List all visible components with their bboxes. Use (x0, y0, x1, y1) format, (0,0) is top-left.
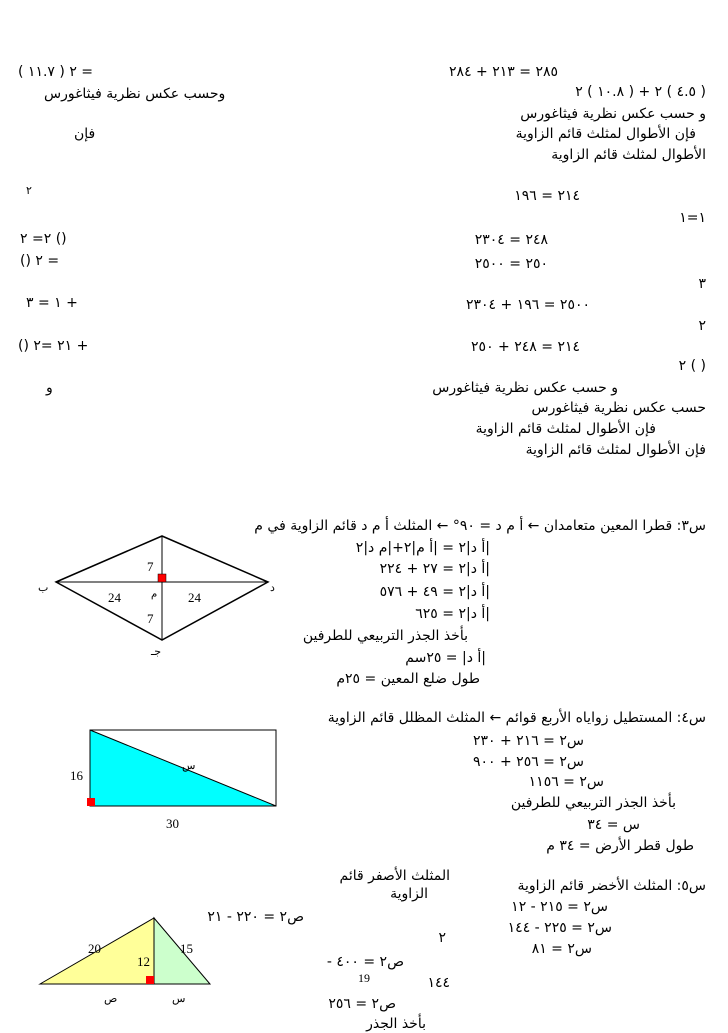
text-line: فإن الأطوال لمثلث قائم الزاوية (475, 421, 656, 437)
eq-line: س٢ = ٨١ (531, 941, 592, 957)
eq-line: |أ د|٢ = |أ م|٢+|م د|٢ (355, 540, 490, 556)
label-left-side: 20 (88, 941, 101, 956)
label-left: 24 (108, 590, 121, 605)
text-line: الأطوال لمثلث قائم الزاوية (551, 147, 706, 163)
eq-line: ٢١٤ = ١٩٦ (514, 188, 580, 204)
eq-line: ٢٤٨ = ٢٣٠٤ (474, 232, 548, 248)
eq-line: ٢ (698, 318, 706, 334)
text-line: فإن الأطوال لمثلث قائم الزاوية (515, 126, 696, 142)
label-width: 30 (166, 816, 179, 831)
text-line: طول ضلع المعين = ٢٥م (336, 671, 480, 687)
eq-line: س٢ = ١١٥٦ (528, 774, 604, 790)
eq-line: ١٤٤ (427, 975, 450, 991)
eq-line: () ٢= ٢ (20, 231, 67, 247)
eq-line: س٢ = ٢١٥ - ١٢ (511, 899, 608, 915)
text-line: وحسب عكس نظرية فيثاغورس (44, 86, 226, 102)
vertex-b: ب (38, 582, 49, 594)
eq-line: + ١ = ٣ (26, 295, 78, 311)
eq-line: + ٢١ =٢ () (18, 338, 89, 354)
q3-header: س٣: قطرا المعين متعامدان ← أ م د = ٩٠° ← المثلث أ م د قائم الزاوية في م (254, 518, 706, 534)
label-base-right: س (172, 993, 186, 1005)
eq-line: ٣ (698, 276, 706, 292)
q5-yellow-header: المثلث الأصفر قائم (339, 868, 450, 884)
text-line: فإن الأطوال لمثلث قائم الزاوية (525, 442, 706, 458)
q4-header: س٤: المستطيل زواياه الأربع قوائم ← المثلث المظلل قائم الزاوية (327, 710, 706, 726)
eq-line: |أ د|٢ = ٦٢٥ (415, 606, 490, 622)
text-line: و (46, 380, 53, 396)
eq-line: س٢ = ٢١٦ + ٢٣٠ (472, 733, 584, 749)
vertex-j: جـ (151, 646, 162, 658)
eq-line: = ٢ () (20, 253, 60, 269)
text-line: بأخذ الجذر التربيعي للطرفين (302, 628, 468, 644)
eq-line: ٢٥٠٠ = ١٩٦ + ٢٣٠٤ (466, 297, 590, 313)
eq-line: ( ) ٢ (678, 358, 706, 374)
label-right: 24 (188, 590, 201, 605)
text-line: بأخذ الجذر (366, 1016, 426, 1032)
label-right-side: 15 (180, 941, 193, 956)
q5-header: س٥: المثلث الأخضر قائم الزاوية (517, 878, 706, 894)
eq-line: ٢١٤ = ٢٤٨ + ٢٥٠ (471, 339, 580, 355)
label-top: 7 (147, 559, 154, 574)
eq-line: ١=١ (679, 210, 706, 226)
text-line: حسب عكس نظرية فيثاغورس (531, 400, 706, 416)
eq-line: |أ د| = ٢٥سم (405, 650, 486, 666)
q5-yellow-header: الزاوية (390, 886, 428, 902)
eq-line: ٢٥٠ = ٢٥٠٠ (474, 256, 548, 272)
eq-line: ص٢ = ٢٢٠ - ٢١ (207, 909, 304, 925)
text-line: بأخذ الجذر التربيعي للطرفين (510, 795, 676, 811)
vertex-m: م (151, 589, 158, 600)
label-height: 12 (137, 954, 150, 969)
eq-line: ٢ (438, 930, 446, 946)
label-diagonal: س (182, 760, 196, 772)
eq-line: |أ د|٢ = ٢٧ + ٢٢٤ (379, 561, 490, 577)
eq-line: ٢ (26, 184, 32, 197)
text-line: و حسب عكس نظرية فيثاغورس (432, 380, 618, 396)
vertex-d: د (270, 582, 275, 594)
eq-line: ص٢ = ٤٠٠ - (326, 954, 404, 970)
eq-line: |أ د|٢ = ٤٩ + ٥٧٦ (379, 584, 490, 600)
eq-line: س = ٣٤ (587, 817, 640, 833)
eq-line: 19 (358, 971, 370, 985)
eq-line: س٢ = ٢٥٦ + ٩٠٠ (472, 754, 584, 770)
label-base-left: ص (104, 993, 118, 1005)
text-line: فإن (74, 126, 96, 142)
eq-line: = ٢ ( ١١.٧ ) (18, 64, 94, 80)
label-bottom: 7 (147, 611, 154, 626)
eq-line: ٢٨٥ = ٢١٣ + ٢٨٤ (449, 64, 558, 80)
text-line: و حسب عكس نظرية فيثاغورس (520, 106, 706, 122)
label-height: 16 (70, 768, 83, 783)
eq-line: س٢ = ٢٢٥ - ١٤٤ (507, 920, 612, 936)
eq-line: ( ٤.٥ ) ٢ + ( ١٠.٨ ) ٢ (575, 84, 706, 100)
eq-line: ص٢ = ٢٥٦ (328, 996, 396, 1012)
right-angle-marker (146, 976, 154, 984)
text-line: طول قطر الأرض = ٣٤ م (546, 838, 694, 854)
